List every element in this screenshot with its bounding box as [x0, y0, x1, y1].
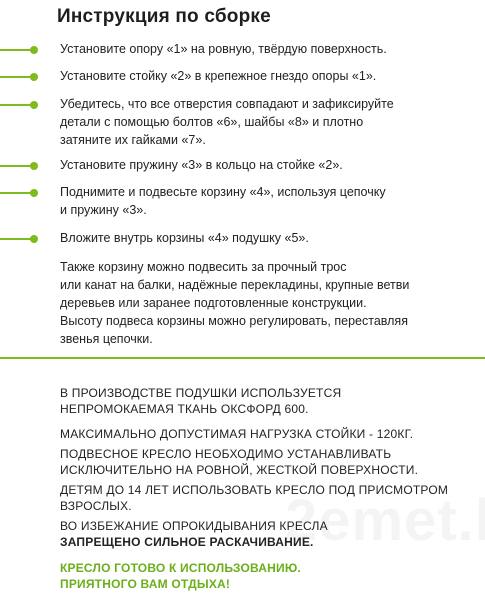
- warning-emphasis: ЗАПРЕЩЕНО СИЛЬНОЕ РАСКАЧИВАНИЕ.: [60, 535, 314, 549]
- bullet-dot-icon: [30, 73, 38, 81]
- final-message: КРЕСЛО ГОТОВО К ИСПОЛЬЗОВАНИЮ. ПРИЯТНОГО ВАМ ОТДЫХА!: [60, 561, 301, 591]
- fabric-info: В ПРОИЗВОДСТВЕ ПОДУШКИ ИСПОЛЬЗУЕТСЯ НЕПРОМОКАЕМАЯ ТКАНЬ ОКСФОРД 600.: [60, 386, 342, 416]
- hanging-note: Также корзину можно подвесить за прочный трос или канат на балки, надёжные перекладины, крупные ветви деревьев или заранее подготовленные конструкции. Высоту подвеса корзины можно регулировать, переставляя звенья цепочки.: [60, 260, 410, 346]
- step-bullet: [0, 192, 34, 194]
- warning-info: ВО ИЗБЕЖАНИЕ ОПРОКИДЫВАНИЯ КРЕСЛА ЗАПРЕЩЕНО СИЛЬНОЕ РАСКАЧИВАНИЕ.: [60, 518, 480, 550]
- step-bullet: [0, 104, 34, 106]
- step-bullet: [0, 165, 34, 167]
- bullet-dot-icon: [30, 189, 38, 197]
- step-text: Поднимите и подвесьте корзину «4», используя цепочку и пружину «3».: [60, 185, 386, 217]
- step-text: Убедитесь, что все отверстия совпадают и зафиксируйте детали с помощью болтов «6», шайбы «8» и плотно затяните их гайками «7».: [60, 97, 394, 147]
- step-bullet: [0, 49, 34, 51]
- bullet-dot-icon: [30, 46, 38, 54]
- step-text: Установите опору «1» на ровную, твёрдую поверхность.: [60, 42, 387, 56]
- step-text: Вложите внутрь корзины «4» подушку «5».: [60, 231, 309, 245]
- max-load-info: МАКСИМАЛЬНО ДОПУСТИМАЯ НАГРУЗКА СТОЙКИ - 120КГ.: [60, 427, 414, 441]
- step-text: Установите стойку «2» в крепежное гнездо опоры «1».: [60, 69, 377, 83]
- bullet-dot-icon: [30, 162, 38, 170]
- section-divider: [0, 357, 485, 359]
- page-title: Инструкция по сборке: [57, 6, 271, 27]
- step-bullet: [0, 238, 34, 240]
- surface-info: ПОДВЕСНОЕ КРЕСЛО НЕОБХОДИМО УСТАНАВЛИВАТЬ ИСКЛЮЧИТЕЛЬНО НА РОВНОЙ, ЖЕСТКОЙ ПОВЕРХНОСТИ.: [60, 447, 419, 477]
- step-text: Установите пружину «3» в кольцо на стойке «2».: [60, 158, 343, 172]
- bullet-dot-icon: [30, 235, 38, 243]
- bullet-dot-icon: [30, 101, 38, 109]
- children-info: ДЕТЯМ ДО 14 ЛЕТ ИСПОЛЬЗОВАТЬ КРЕСЛО ПОД ПРИСМОТРОМ ВЗРОСЛЫХ.: [60, 483, 449, 513]
- step-bullet: [0, 76, 34, 78]
